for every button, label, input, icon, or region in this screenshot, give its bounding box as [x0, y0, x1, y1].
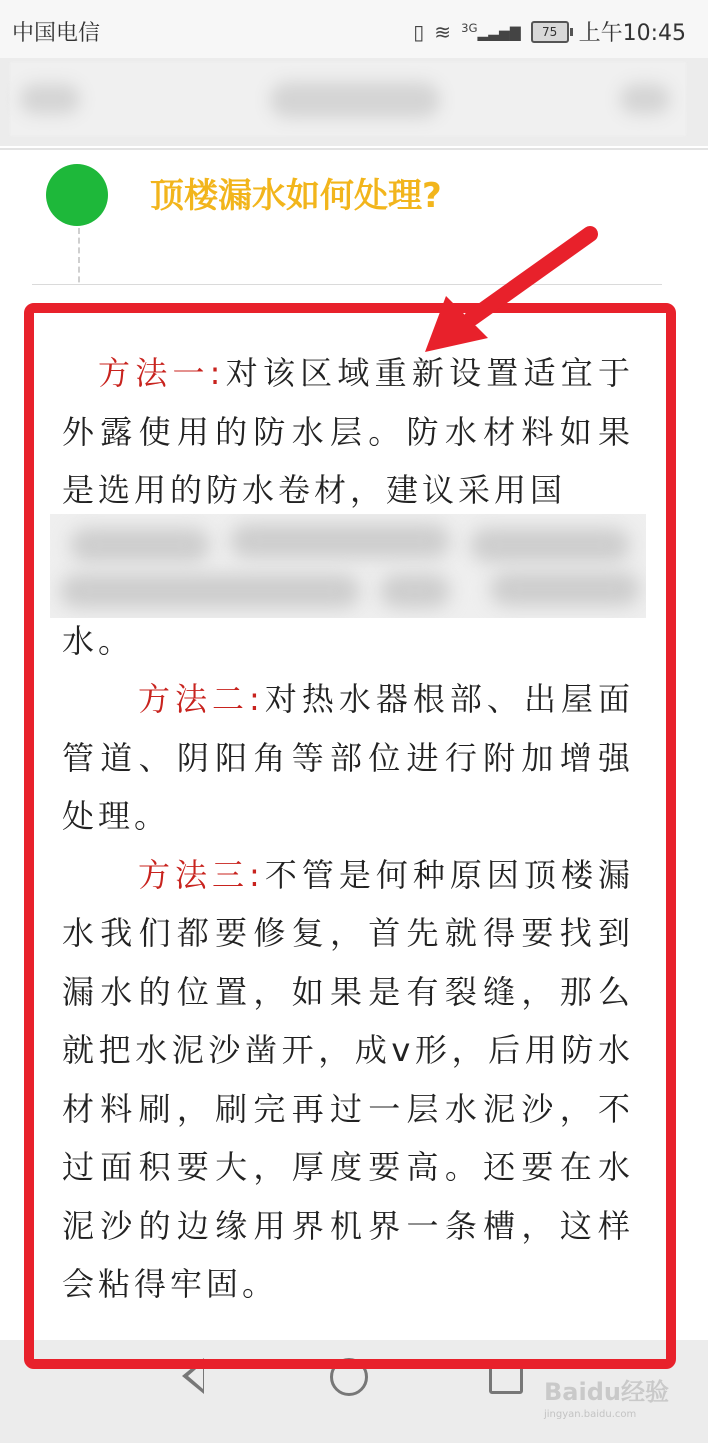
divider [0, 148, 708, 150]
method-1-tail: 水。 [62, 621, 135, 660]
vibrate-icon: ▯ [413, 19, 425, 44]
status-bar [0, 0, 708, 58]
clock: 上午10:45 [578, 21, 686, 46]
method-1-text: 对该区域重新设置适宜于外露使用的防水层。防水材料如果是选用的防水卷材，建议采用国 [62, 354, 634, 509]
method-3-paragraph [62, 846, 634, 1314]
battery-icon [531, 21, 569, 43]
carrier-name: 中国电信 [12, 21, 101, 46]
wifi-icon: ≋ [434, 19, 452, 44]
battery-level: 75 [541, 24, 558, 39]
method-1-paragraph [62, 344, 634, 520]
network-type: 3G [461, 21, 478, 36]
article-title: 顶楼漏水如何处理? [150, 176, 442, 216]
step-indicator-dot [46, 164, 108, 226]
method-1-label: 方法一: [98, 354, 225, 392]
signal-icon: $^{3G}$▂▃▅▇ [461, 21, 521, 42]
watermark-url: jingyan.baidu.com [544, 1409, 637, 1420]
timeline-dashes [78, 228, 80, 292]
baidu-watermark [544, 1372, 669, 1420]
back-icon[interactable] [182, 1358, 204, 1394]
method-2-text: 对热水器根部、出屋面管道、阴阳角等部位进行附加增强处理。 [62, 680, 634, 835]
recent-apps-icon[interactable] [489, 1360, 523, 1394]
method-3-label: 方法三: [138, 855, 264, 894]
status-indicators [413, 16, 686, 47]
blurred-header [10, 62, 686, 136]
blurred-text-region [50, 514, 646, 618]
method-3-text: 不管是何种原因顶楼漏水我们都要修复，首先就得要找到漏水的位置，如果是有裂缝，那么就把水泥沙凿开，成v形，后用防水材料刷，刷完再过一层水泥沙，不过面积要大，厚度要高。还要在水泥沙的边缘用界机界一条槽，这样会粘得牢固。 [62, 855, 634, 1303]
method-2-label: 方法二: [138, 680, 264, 718]
method-2-paragraph [62, 670, 634, 846]
article-body [62, 344, 634, 1314]
watermark-brand: Baidu经验 [544, 1378, 669, 1406]
home-icon[interactable] [330, 1358, 368, 1396]
